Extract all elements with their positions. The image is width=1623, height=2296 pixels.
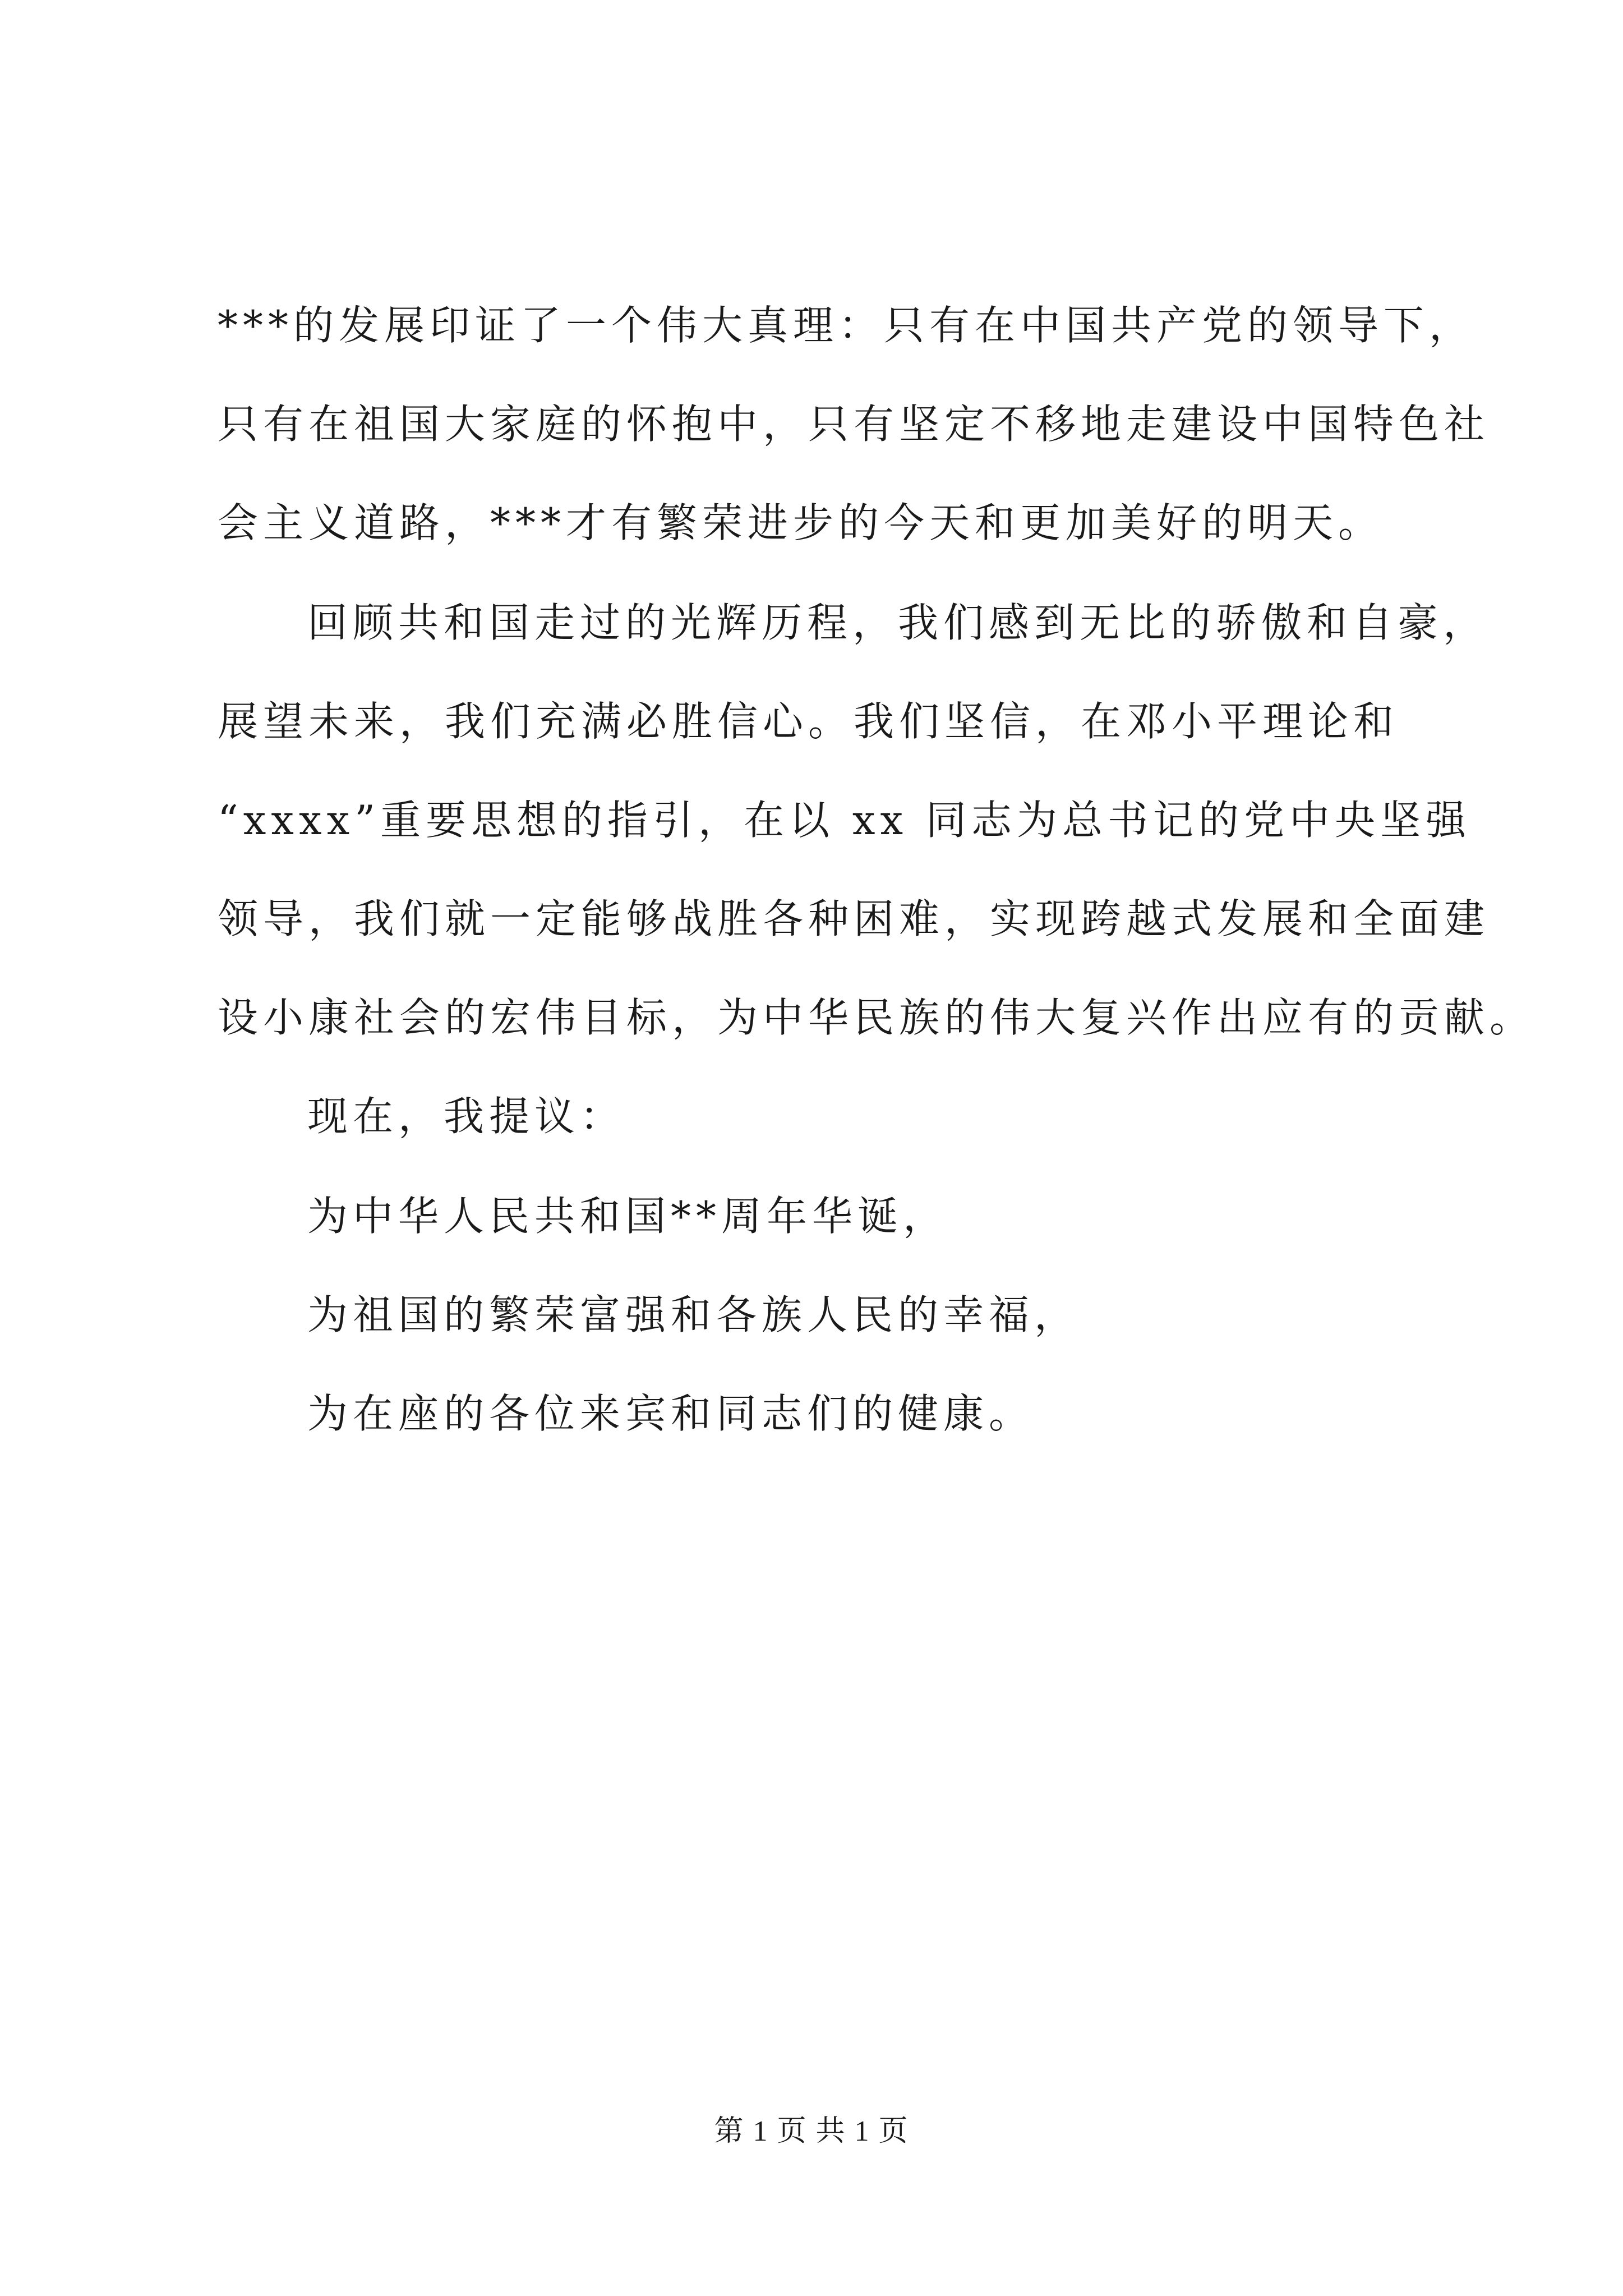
paragraph-2-line-4: 领导，我们就一定能够战胜各种困难，实现跨越式发展和全面建 <box>218 895 1490 942</box>
proposal-line: 现在，我提议： <box>307 1093 626 1140</box>
toast-line-3: 为在座的各位来宾和同志们的健康。 <box>307 1390 1035 1437</box>
paragraph-2-line-3: “xxxx”重要思想的指引，在以 xx 同志为总书记的党中央坚强 <box>218 797 1472 844</box>
paragraph-2-line-1: 回顾共和国走过的光辉历程，我们感到无比的骄傲和自豪， <box>307 599 1489 646</box>
paragraph-2-line-2: 展望未来，我们充满必胜信心。我们坚信，在邓小平理论和 <box>218 698 1399 745</box>
page-footer: 第 1 页 共 1 页 <box>714 2115 909 2147</box>
toast-line-2: 为祖国的繁荣富强和各族人民的幸福， <box>307 1291 1080 1338</box>
paragraph-2-line-5: 设小康社会的宏伟目标，为中华民族的伟大复兴作出应有的贡献。 <box>218 994 1536 1041</box>
paragraph-1-line-1: ***的发展印证了一个伟大真理：只有在中国共产党的领导下， <box>218 302 1475 349</box>
paragraph-1-line-2: 只有在祖国大家庭的怀抱中，只有坚定不移地走建设中国特色社 <box>218 401 1490 448</box>
paragraph-1-line-3: 会主义道路，***才有繁荣进步的今天和更加美好的明天。 <box>218 499 1384 546</box>
toast-line-1: 为中华人民共和国**周年华诞， <box>307 1193 949 1240</box>
